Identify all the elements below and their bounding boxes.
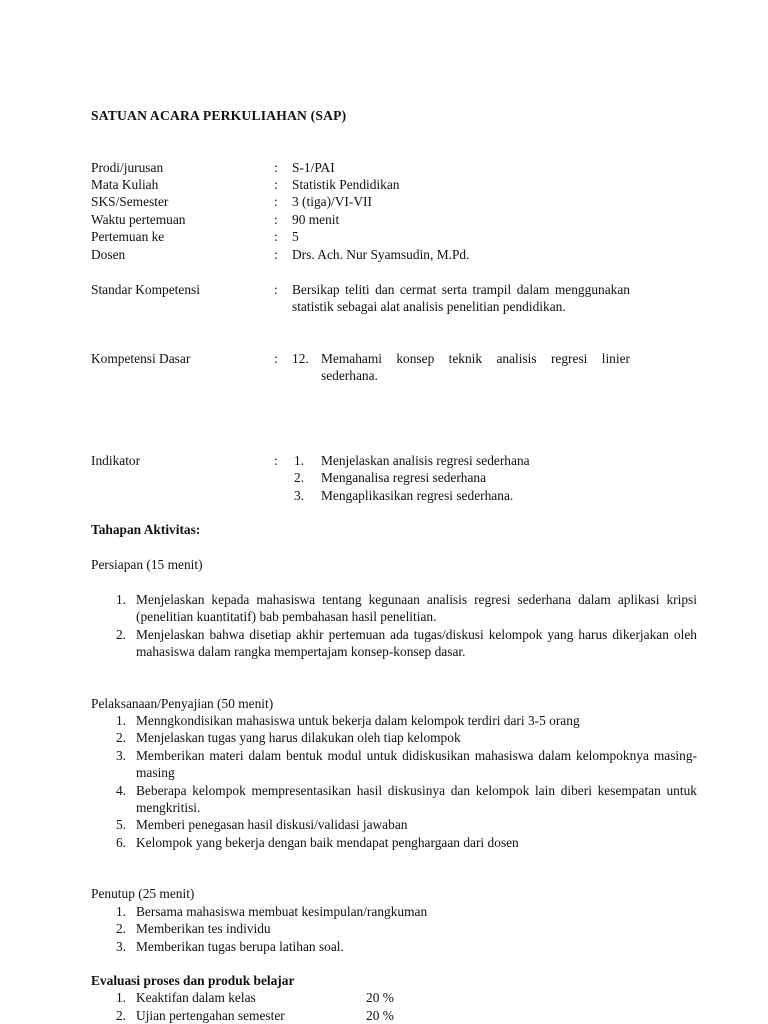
- list-number: 1.: [115, 904, 126, 919]
- pelaksanaan-item: Menngkondisikan mahasiswa untuk bekerja dalam kelompok terdiri dari 3-5 orang: [136, 713, 580, 728]
- evaluasi-item: Keaktifan dalam kelas: [136, 990, 256, 1005]
- info-value: Statistik Pendidikan: [292, 177, 400, 192]
- indikator-item: Mengaplikasikan regresi sederhana.: [321, 488, 514, 503]
- evaluasi-percent: 20 %: [366, 990, 394, 1005]
- info-value: 5: [292, 229, 299, 244]
- document-title: SATUAN ACARA PERKULIAHAN (SAP): [91, 108, 347, 123]
- info-colon: :: [274, 194, 278, 209]
- indikator-number: 3.: [294, 488, 305, 503]
- list-number: 4.: [115, 783, 126, 798]
- info-colon: :: [274, 160, 278, 175]
- list-number: 3.: [115, 939, 126, 954]
- evaluasi-percent: 20 %: [366, 1008, 394, 1023]
- penutup-item: Memberikan tes individu: [136, 921, 271, 936]
- info-colon: :: [274, 229, 278, 244]
- list-number: 5.: [115, 817, 126, 832]
- list-number: 1.: [115, 990, 126, 1005]
- info-colon: :: [274, 453, 278, 468]
- penutup-item: Bersama mahasiswa membuat kesimpulan/rangkuman: [136, 904, 428, 919]
- pelaksanaan-item: Memberi penegasan hasil diskusi/validasi jawaban: [136, 817, 408, 832]
- indikator-number: 2.: [294, 470, 305, 485]
- standar-kompetensi-text: Bersikap teliti dan cermat serta trampil dalam menggunakan statistik sebagai alat analisis penelitian pendidikan.: [292, 282, 630, 315]
- penutup-item: Memberikan tugas berupa latihan soal.: [136, 939, 344, 954]
- indikator-number: 1.: [294, 453, 305, 468]
- evaluasi-heading: Evaluasi proses dan produk belajar: [91, 973, 295, 988]
- kompetensi-dasar-label: Kompetensi Dasar: [91, 351, 191, 366]
- info-colon: :: [274, 247, 278, 262]
- indikator-label: Indikator: [91, 453, 141, 468]
- kompetensi-dasar-number: 12.: [292, 351, 309, 366]
- list-number: 3.: [115, 748, 126, 763]
- list-number: 2.: [115, 730, 126, 745]
- indikator-item: Menjelaskan analisis regresi sederhana: [321, 453, 530, 468]
- info-colon: :: [274, 177, 278, 192]
- info-label: SKS/Semester: [91, 194, 169, 209]
- list-number: 1.: [115, 713, 126, 728]
- info-label: Dosen: [91, 247, 126, 262]
- evaluasi-item: Ujian pertengahan semester: [136, 1008, 285, 1023]
- list-number: 6.: [115, 835, 126, 850]
- info-colon: :: [274, 282, 278, 297]
- pelaksanaan-item: Memberikan materi dalam bentuk modul untuk didiskusikan mahasiswa dalam kelompoknya masing-masing: [136, 748, 697, 781]
- persiapan-item: Menjelaskan bahwa disetiap akhir pertemuan ada tugas/diskusi kelompok yang harus dikerjakan oleh mahasiswa dalam rangka mempertajam konsep-konsep dasar.: [136, 627, 697, 660]
- list-number: 2.: [115, 627, 126, 642]
- info-value: 90 menit: [292, 212, 340, 227]
- info-label: Waktu pertemuan: [91, 212, 186, 227]
- penutup-heading: Penutup (25 menit): [91, 886, 195, 901]
- info-value: S-1/PAI: [292, 160, 335, 175]
- list-number: 1.: [115, 592, 126, 607]
- pelaksanaan-item: Kelompok yang bekerja dengan baik mendapat penghargaan dari dosen: [136, 835, 519, 850]
- persiapan-heading: Persiapan (15 menit): [91, 557, 203, 572]
- info-value: 3 (tiga)/VI-VII: [292, 194, 372, 209]
- pelaksanaan-item: Beberapa kelompok mempresentasikan hasil diskusinya dan kelompok lain diberi kesempatan untuk mengkritisi.: [136, 783, 697, 816]
- indikator-item: Menganalisa regresi sederhana: [321, 470, 487, 485]
- tahapan-heading: Tahapan Aktivitas:: [91, 522, 201, 537]
- persiapan-item: Menjelaskan kepada mahasiswa tentang kegunaan analisis regresi sederhana dalam aplikasi kripsi (penelitian kuantitatif) bab pembahasan hasil penelitian.: [136, 592, 697, 625]
- standar-kompetensi-label: Standar Kompetensi: [91, 282, 200, 297]
- info-colon: :: [274, 351, 278, 366]
- info-label: Mata Kuliah: [91, 177, 159, 192]
- info-label: Prodi/jurusan: [91, 160, 164, 175]
- info-colon: :: [274, 212, 278, 227]
- pelaksanaan-heading: Pelaksanaan/Penyajian (50 menit): [91, 696, 274, 711]
- list-number: 2.: [115, 1008, 126, 1023]
- pelaksanaan-item: Menjelaskan tugas yang harus dilakukan oleh tiap kelompok: [136, 730, 461, 745]
- kompetensi-dasar-text: Memahami konsep teknik analisis regresi linier sederhana.: [321, 351, 630, 384]
- list-number: 2.: [115, 921, 126, 936]
- info-value: Drs. Ach. Nur Syamsudin, M.Pd.: [292, 247, 470, 262]
- info-label: Pertemuan ke: [91, 229, 165, 244]
